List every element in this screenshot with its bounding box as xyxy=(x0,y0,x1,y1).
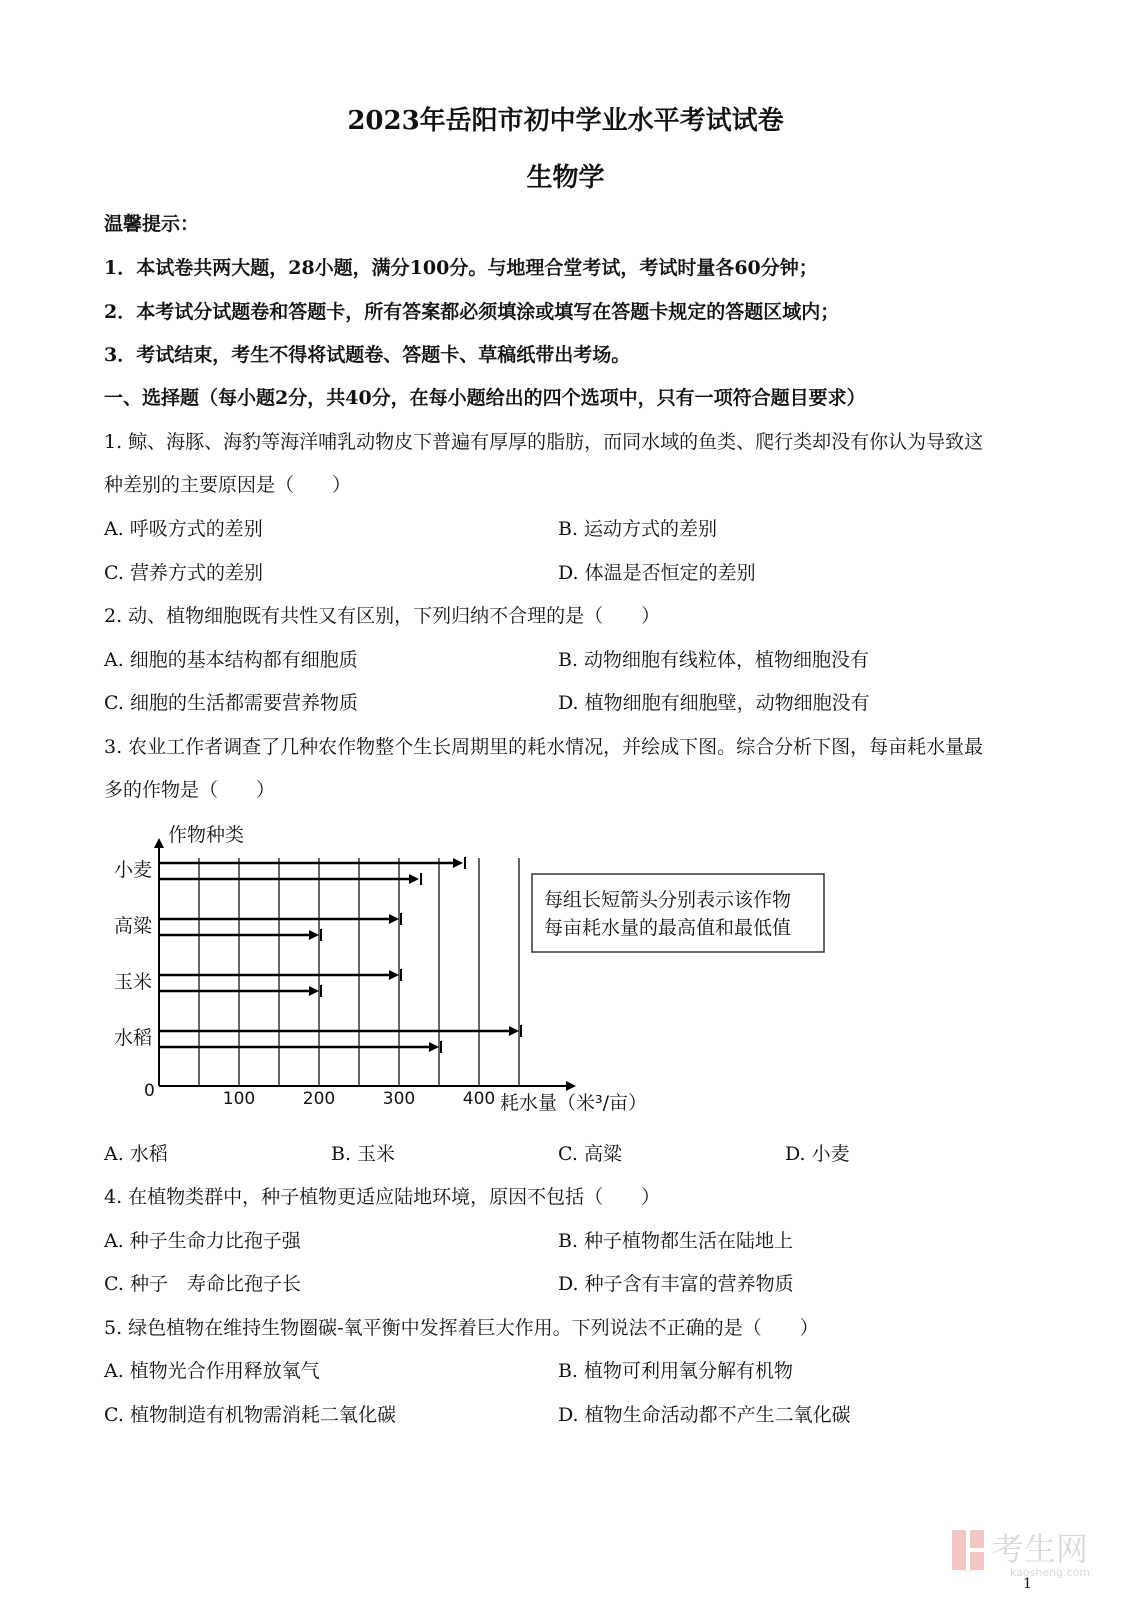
option-a: A. 细胞的基本结构都有细胞质 xyxy=(104,649,358,671)
question-stem: 5. 绿色植物在维持生物圈碳-氧平衡中发挥着巨大作用。下列说法不正确的是（ ） xyxy=(104,1317,819,1339)
origin-label: 0 xyxy=(144,1081,155,1101)
option-a: A. 植物光合作用释放氧气 xyxy=(104,1360,320,1382)
question-stem: 种差别的主要原因是（ ） xyxy=(104,474,352,496)
max-value-arrow-head xyxy=(389,914,399,924)
min-value-arrow-head xyxy=(409,874,419,884)
watermark-logo-icon xyxy=(952,1530,984,1570)
option-a: A. 水稻 xyxy=(104,1143,168,1165)
min-value-arrow-head xyxy=(309,930,319,940)
option-c: C. 植物制造有机物需消耗二氧化碳 xyxy=(104,1404,396,1426)
tips-heading: 温馨提示： xyxy=(104,213,200,235)
x-axis-label: 耗水量（米³/亩） xyxy=(500,1092,648,1114)
tip-item: 1．本试卷共两大题，28小题，满分100分。与地理合堂考试，考试时量各60分钟； xyxy=(104,257,818,279)
category-labels xyxy=(114,859,153,1049)
x-tick-label: 100 xyxy=(222,1089,256,1109)
option-a: A. 呼吸方式的差别 xyxy=(104,518,263,540)
annotation xyxy=(532,874,824,952)
category-label: 玉米 xyxy=(113,971,152,993)
annotation-line-2: 每亩耗水量的最高值和最低值 xyxy=(544,917,792,939)
chart-bars xyxy=(159,857,521,1053)
question-stem: 1. 鲸、海豚、海豹等海洋哺乳动物皮下普遍有厚厚的脂肪，而同水域的鱼类、爬行类却没有你认为导致这 xyxy=(104,431,984,453)
chart-grid xyxy=(199,858,519,1086)
category-label: 高粱 xyxy=(113,915,152,937)
category-label: 水稻 xyxy=(113,1027,152,1049)
min-value-arrow-head xyxy=(309,986,319,996)
max-value-arrow-head xyxy=(509,1026,519,1036)
option-d: D. 植物细胞有细胞壁，动物细胞没有 xyxy=(558,692,870,714)
option-d: D. 植物生命活动都不产生二氧化碳 xyxy=(558,1404,851,1426)
option-a: A. 种子生命力比孢子强 xyxy=(104,1230,301,1252)
option-c: C. 细胞的生活都需要营养物质 xyxy=(104,692,358,714)
question-stem: 4. 在植物类群中，种子植物更适应陆地环境，原因不包括（ ） xyxy=(104,1186,661,1208)
x-tick-label: 400 xyxy=(462,1089,496,1109)
tip-item: 2．本考试分试题卷和答题卡，所有答案都必须填涂或填写在答题卡规定的答题区域内； xyxy=(104,301,840,323)
x-tick-label: 200 xyxy=(302,1089,336,1109)
exam-title: 2023年岳阳市初中学业水平考试试卷 xyxy=(347,106,784,136)
option-d: D. 种子含有丰富的营养物质 xyxy=(558,1273,794,1295)
annotation-box xyxy=(532,874,824,952)
option-d: D. 小麦 xyxy=(785,1143,850,1165)
tip-item: 3．考试结束，考生不得将试题卷、答题卡、草稿纸带出考场。 xyxy=(104,344,631,366)
option-b: B. 动物细胞有线粒体，植物细胞没有 xyxy=(558,649,870,671)
question-stem: 3. 农业工作者调查了几种农作物整个生长周期里的耗水情况，并绘成下图。综合分析下图，每亩耗水量最 xyxy=(104,736,984,758)
option-d: D. 体温是否恒定的差别 xyxy=(558,562,756,584)
max-value-arrow-head xyxy=(453,858,463,868)
watermark-text: 考生网 xyxy=(992,1530,1089,1568)
section-heading: 一、选择题（每小题2分，共40分，在每小题给出的四个选项中，只有一项符合题目要求） xyxy=(104,387,866,409)
page-number: 1 xyxy=(1023,1576,1032,1592)
option-c: C. 营养方式的差别 xyxy=(104,562,263,584)
option-c: C. 种子 寿命比孢子长 xyxy=(104,1273,301,1295)
max-value-arrow-head xyxy=(389,970,399,980)
y-axis-label: 作物种类 xyxy=(168,824,245,846)
question-stem: 2. 动、植物细胞既有共性又有区别，下列归纳不合理的是（ ） xyxy=(104,605,661,627)
watermark-subtext: kaosheng.com xyxy=(1010,1566,1091,1579)
x-tick-label: 300 xyxy=(382,1089,416,1109)
option-b: B. 玉米 xyxy=(331,1143,396,1165)
option-c: C. 高粱 xyxy=(558,1143,622,1165)
kaosheng-watermark xyxy=(950,1520,1110,1580)
min-value-arrow-head xyxy=(429,1042,439,1052)
category-label: 小麦 xyxy=(113,859,152,881)
option-b: B. 运动方式的差别 xyxy=(558,518,718,540)
water-consumption-chart xyxy=(104,824,792,1128)
subject-title: 生物学 xyxy=(526,163,605,193)
option-b: B. 种子植物都生活在陆地上 xyxy=(558,1230,794,1252)
option-b: B. 植物可利用氧分解有机物 xyxy=(558,1360,794,1382)
x-tick-labels xyxy=(223,1089,495,1109)
annotation-line-1: 每组长短箭头分别表示该作物 xyxy=(544,889,792,911)
question-stem: 多的作物是（ ） xyxy=(104,779,276,801)
